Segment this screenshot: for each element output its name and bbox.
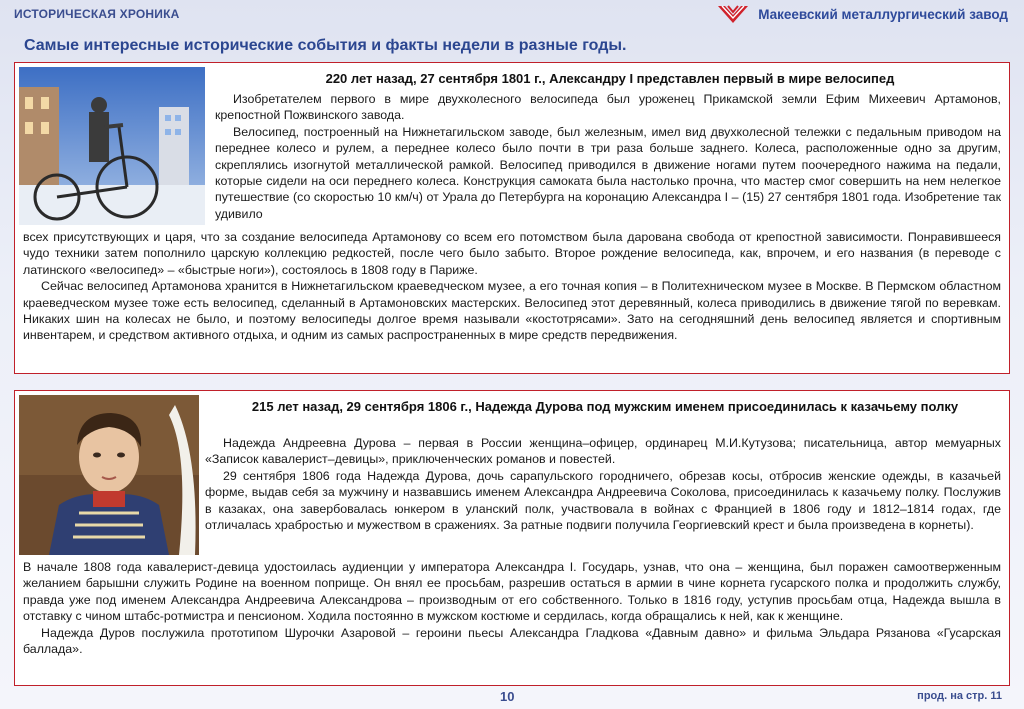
continued-link[interactable]: прод. на стр. 11 bbox=[917, 690, 1002, 702]
paragraph: В начале 1808 года кавалерист-девица удостоилась аудиенции у императора Александра I. Государь, узнав, что она – женщина, был поражен самоотверженным желанием барышни служить Родине на военном поприще. Он внял ее просьбам, разрешив остаться в армии в чине корнета гусарского полка и продолжить службу, правда уже под именем Александра Андреевича Александрова – производным от его собственного. Только в 1816 году, уступив просьбам отца, Надежда вышла в отставку с чином штабс-ротмистра и пенсионом. Ходила постоянно в мужском костюме и сердилась, когда обращались к ней, как к женщине. bbox=[23, 560, 1001, 624]
article-body-top bbox=[205, 435, 1001, 533]
article-title: 220 лет назад, 27 сентября 1801 г., Александру I представлен первый в мире велосипед bbox=[325, 71, 895, 86]
article-body-bottom bbox=[23, 229, 1001, 344]
bicycle-monument-photo bbox=[19, 67, 205, 225]
article-title: 215 лет назад, 29 сентября 1806 г., Надежда Дурова под мужским именем присоединилась к казачьему полку bbox=[251, 399, 959, 414]
article-body-top bbox=[215, 91, 1001, 222]
paragraph: Сейчас велосипед Артамонова хранится в Нижнетагильском краеведческом музее, а его точная копия – в Политехническом музее в Москве. В Пермском областном краеведческом музее тоже есть велосипед, сделанный в Артамоновских мастерских. Велосипед этот деревянный, колеса приводились в движение тягой по веревкам. Никаких шин на колесах не было, и поэтому велосипеды долгое время называли «костотрясами». Зато на сегодняшний день велосипед является и спортивным инвентарем, и средством активного отдыха, и одним из самых распространенных в мире средств передвижения. bbox=[23, 279, 1001, 343]
brand bbox=[716, 3, 1008, 25]
paragraph: всех присутствующих и царя, что за создание велосипеда Артамонову со всем его потомством была дарована свобода от крепостной зависимости. Понравившееся чудо техники затем пополнило царскую коллекцию редкостей, после чего было забыто. Второе рождение велосипеда, как, впрочем, и его названия (в переводе с латинского «велосипед» – «быстрые ноги»), состоялось в 1808 году в Париже. bbox=[23, 230, 1001, 277]
paragraph: Надежда Дуров послужила прототипом Шурочки Азаровой – героини пьесы Александра Гладкова «Давным давно» и фильма Эльдара Рязанова «Гусарская баллада». bbox=[23, 625, 1001, 657]
paragraph: 29 сентября 1806 года Надежда Дурова, дочь сарапульского городничего, обрезав косы, отбросив женские одежды, в казачьей форме, выдав себя за мужчину и назвавшись именем Александра Андреевича Соколова, присоединилась к казачьему полку. Послужив в казаках, она завербовалась юнкером в уланский полк, участвовала в войнах с Францией в 1806 году и 1812–1814 годах, где отличалась храбростью и мужеством в сражениях. За ратные подвиги получила Георгиевский крест и была произведена в корнеты). bbox=[205, 468, 1001, 533]
paragraph: Изобретателем первого в мире двухколесного велосипеда был уроженец Прикамской земли Ефим Михеевич Артамонов, крепостной Пожвинского завода. bbox=[215, 92, 1001, 123]
durova-portrait bbox=[19, 395, 199, 555]
article-durova bbox=[14, 390, 1010, 686]
brand-name: Макеевский металлургический завод bbox=[758, 6, 1008, 22]
page-number: 10 bbox=[500, 689, 515, 704]
article-bicycle bbox=[14, 62, 1010, 374]
page-subtitle: Самые интересные исторические события и факты недели в разные годы. bbox=[24, 37, 627, 54]
paragraph: Велосипед, построенный на Нижнетагильском заводе, был железным, имел вид двухколесной тележки с педальным приводом на переднее колесо и рулем, а переднее колесо было почти в три раза больше заднего. Колеса, расположенные одно за другим, скреплялись изогнутой металлической рамкой. Велосипед приводился в движение ногами путем поочередного нажима на педали, которые сидели на оси переднего колеса. Конструкция самоката была настолько прочна, что мастер смог совершить на нем нелегкое путешествие (со скоростью 10 км/ч) от Урала до Петербурга на коронацию Александра I – (15) 27 сентября 1801 года. Изобретение так удивило bbox=[215, 124, 1001, 221]
section-label: ИСТОРИЧЕСКАЯ ХРОНИКА bbox=[14, 7, 180, 21]
paragraph: Надежда Андреевна Дурова – первая в России женщина–офицер, ординарец М.И.Кутузова; писательница, автор мемуарных «Записок кавалерист–девицы», приключенческих романов и повестей. bbox=[205, 436, 1001, 467]
plant-logo-icon bbox=[716, 3, 750, 25]
top-bar bbox=[0, 0, 1024, 30]
article-body-bottom bbox=[23, 559, 1001, 657]
